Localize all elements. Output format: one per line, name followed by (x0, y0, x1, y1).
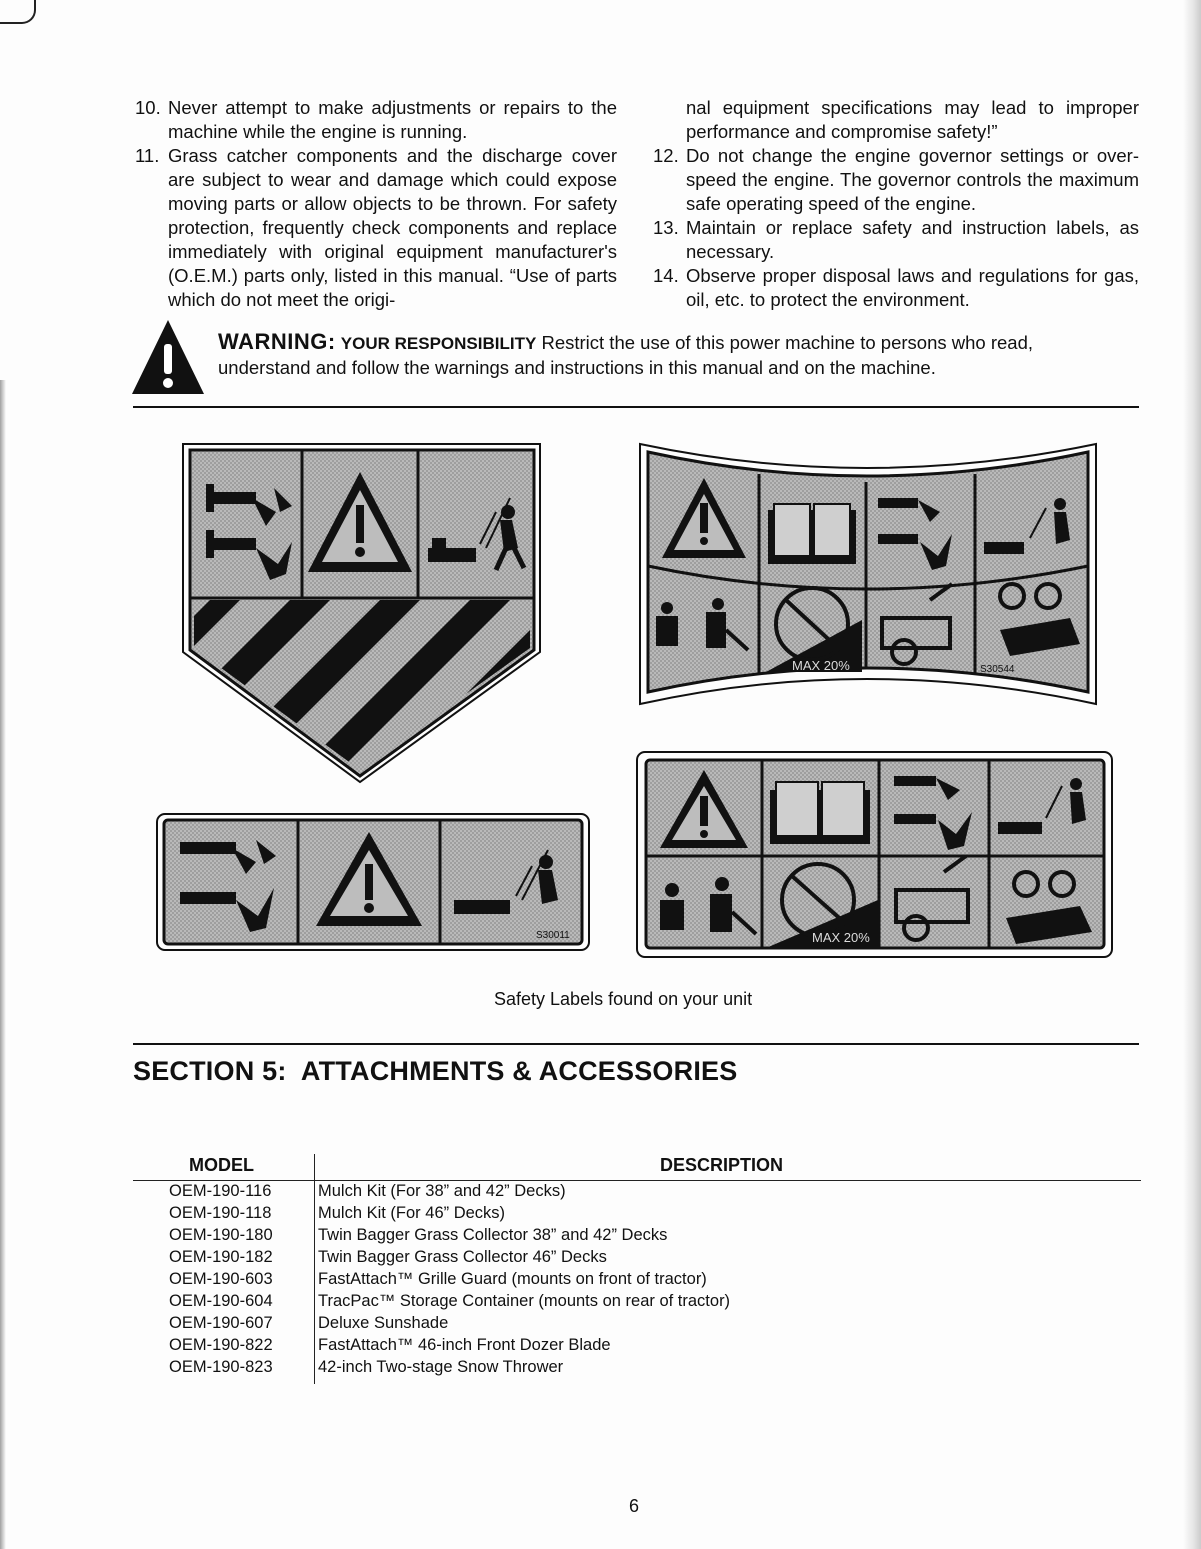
description-cell: FastAttach™ 46-inch Front Dozer Blade (318, 1336, 611, 1354)
chevron-safety-label (150, 444, 600, 782)
description-cell: 42-inch Two-stage Snow Thrower (318, 1358, 564, 1376)
model-column (169, 1180, 309, 1378)
max-slope-text: MAX 20% (812, 930, 870, 945)
model-cell: OEM-190-822 (169, 1336, 273, 1354)
flat-safety-label (637, 752, 1112, 957)
rule-number: 14. (653, 265, 679, 286)
accessories-table (133, 1150, 1143, 1390)
rule-text: nal equipment specifications may lead to improper performance and compromise safety!” (686, 97, 1139, 142)
rule-number: 10. (135, 97, 161, 118)
section-title: SECTION 5: ATTACHMENTS & ACCESSORIES (133, 1056, 738, 1086)
description-cell: Deluxe Sunshade (318, 1314, 449, 1332)
model-cell: OEM-190-604 (169, 1292, 273, 1310)
max-slope-text: MAX 20% (792, 658, 850, 673)
operator-manual-icon (770, 782, 870, 844)
description-header: DESCRIPTION (660, 1155, 784, 1175)
model-header: MODEL (189, 1155, 254, 1175)
section-divider (133, 1043, 1139, 1045)
description-cell: FastAttach™ Grille Guard (mounts on front of tractor) (318, 1270, 707, 1288)
warning-word: WARNING: (218, 329, 336, 354)
label-code: S30544 (980, 664, 1015, 675)
description-cell: Twin Bagger Grass Collector 38” and 42” Decks (318, 1226, 668, 1244)
curved-safety-label (640, 444, 1096, 704)
description-cell: Twin Bagger Grass Collector 46” Decks (318, 1248, 607, 1266)
warning-line-2: understand and follow the warnings and instructions in this manual and on the machine. (218, 357, 936, 378)
model-cell: OEM-190-823 (169, 1358, 273, 1376)
label-code: S30011 (536, 930, 570, 941)
description-column (318, 1180, 1118, 1378)
operator-manual-icon (768, 504, 856, 564)
rule-text: Maintain or replace safety and instruction labels, as necessary. (686, 217, 1139, 262)
warning-text-1: Restrict the use of this power machine to persons who read, (541, 332, 1033, 353)
rule-number: 11. (135, 145, 160, 166)
model-cell: OEM-190-182 (169, 1248, 273, 1266)
strip-safety-label (157, 814, 589, 950)
rule-number: 12. (653, 145, 679, 166)
table-column-divider (314, 1154, 315, 1384)
rule-text: Observe proper disposal laws and regulations for gas, oil, etc. to protect the environment. (686, 265, 1139, 310)
page-number: 6 (629, 1496, 640, 1516)
rule-text: Never attempt to make adjustments or repairs to the machine while the engine is running. (168, 97, 617, 142)
description-cell: TracPac™ Storage Container (mounts on rear of tractor) (318, 1292, 731, 1310)
description-cell: Mulch Kit (For 38” and 42” Decks) (318, 1182, 566, 1200)
model-cell: OEM-190-607 (169, 1314, 273, 1332)
rule-text: Do not change the engine governor settings or over-speed the engine. The governor controls the maximum safe operating speed of the engine. (686, 145, 1139, 214)
model-cell: OEM-190-118 (169, 1204, 272, 1222)
rule-number: 13. (653, 217, 679, 238)
model-cell: OEM-190-180 (169, 1226, 273, 1244)
description-cell: Mulch Kit (For 46” Decks) (318, 1204, 506, 1222)
model-cell: OEM-190-603 (169, 1270, 273, 1288)
model-cell: OEM-190-116 (169, 1182, 272, 1200)
warning-heading: YOUR RESPONSIBILITY (340, 334, 537, 353)
labels-caption: Safety Labels found on your unit (494, 989, 753, 1009)
rule-text: Grass catcher components and the discharge cover are subject to wear and damage which could expose moving parts or allow objects to be thrown. For safety protection, frequently check components and replace immediately with original equipment manufacturer's (O.E.M.) parts only, listed in this manual. “Use of parts which do not meet the origi- (168, 145, 617, 310)
